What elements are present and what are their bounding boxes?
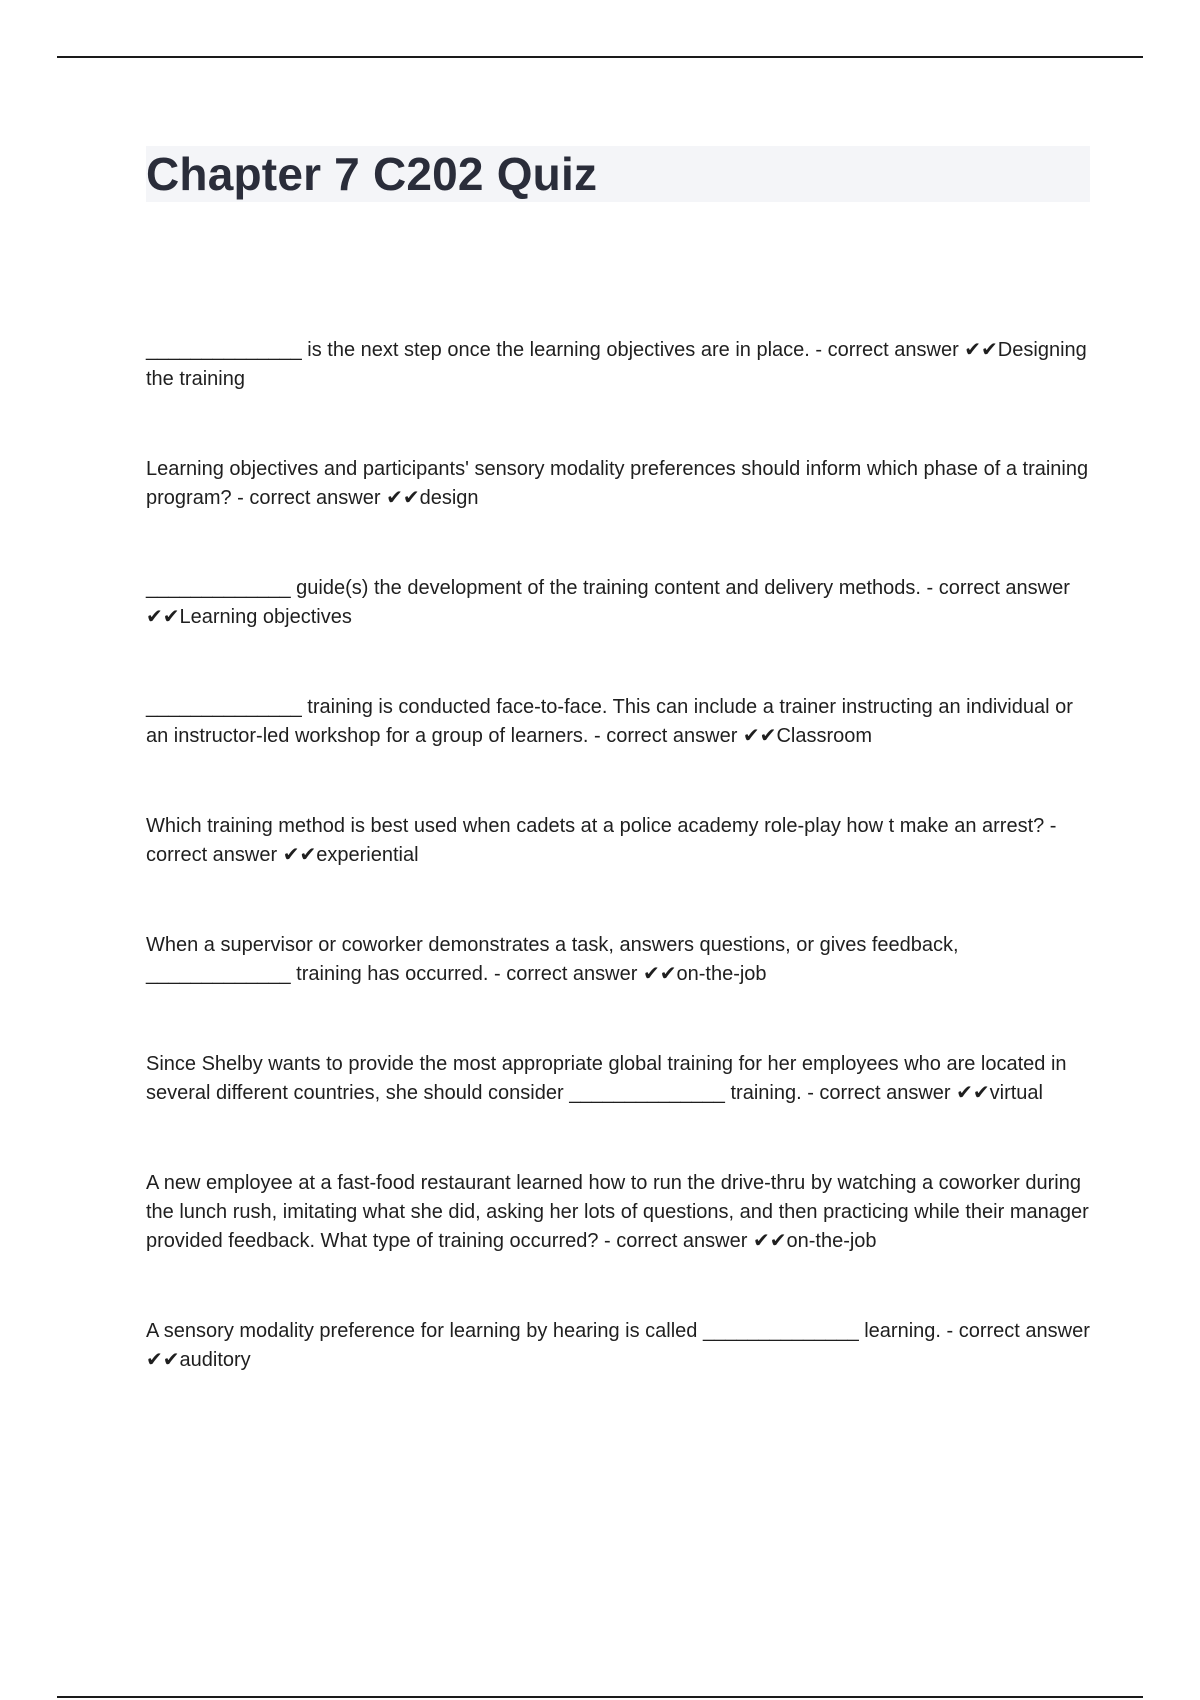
question-item-4: ______________ training is conducted face-to-face. This can include a trainer instructing an individual or an instructor-led workshop for a group of learners. - correct answer ✔✔Classroom <box>146 696 1073 747</box>
question-item-6: When a supervisor or coworker demonstrates a task, answers questions, or gives feedback, _____________ training has occurred. - correct answer ✔✔on-the-job <box>146 934 959 985</box>
bottom-rule <box>57 1696 1143 1698</box>
question-item-9: A sensory modality preference for learning by hearing is called ______________ learning. - correct answer ✔✔auditory <box>146 1320 1090 1371</box>
question-item-8: A new employee at a fast-food restaurant learned how to run the drive-thru by watching a coworker during the lunch rush, imitating what she did, asking her lots of questions, and then practicing while their manager provided feedback. What type of training occurred? - correct answer ✔✔on-the-job <box>146 1172 1089 1252</box>
question-list <box>146 336 1096 1436</box>
question-item-2: Learning objectives and participants' sensory modality preferences should inform which phase of a training program? - correct answer ✔✔design <box>146 458 1089 509</box>
question-item-1: ______________ is the next step once the learning objectives are in place. - correct answer ✔✔Designing the training <box>146 339 1087 390</box>
top-rule <box>57 56 1143 58</box>
question-item-5: Which training method is best used when cadets at a police academy role-play how t make an arrest? - correct answer ✔✔experiential <box>146 815 1057 866</box>
page-title: Chapter 7 C202 Quiz <box>146 148 598 200</box>
question-item-7: Since Shelby wants to provide the most appropriate global training for her employees who are located in several different countries, she should consider ______________ training. - correct answer ✔✔virtual <box>146 1053 1067 1104</box>
question-item-3: _____________ guide(s) the development of the training content and delivery methods. - correct answer ✔✔Learning objectives <box>146 577 1070 628</box>
